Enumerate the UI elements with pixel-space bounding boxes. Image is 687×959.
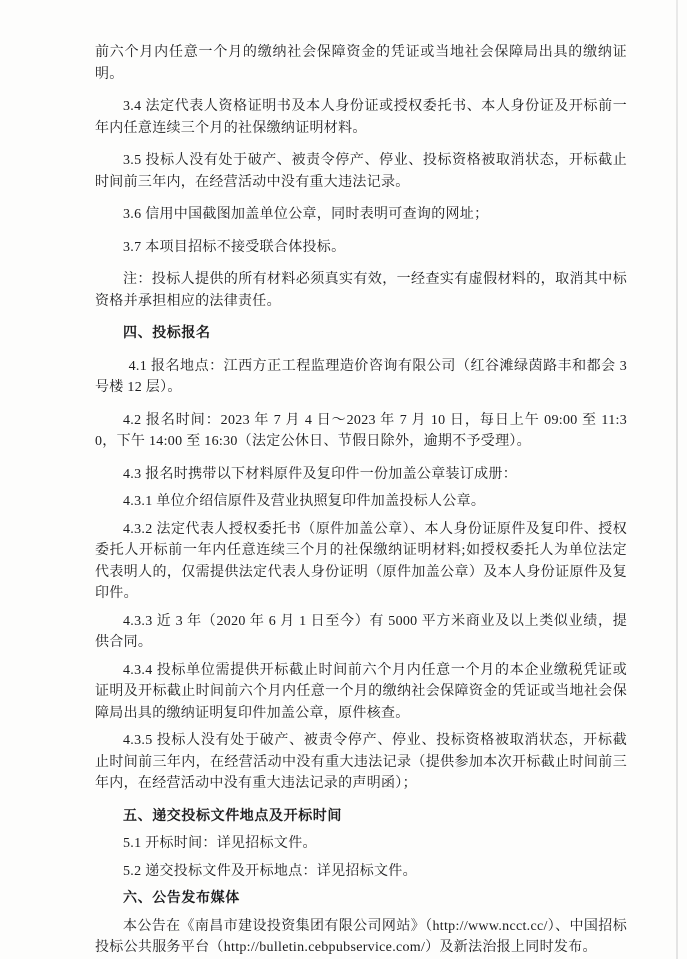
paragraph-3-5: 3.5 投标人没有处于破产、被责令停产、停业、投标资格被取消状态，开标截止时间前三年内，在经营活动中没有重大违法记录。 <box>95 153 627 190</box>
paragraph-5-2: 5.2 递交投标文件及开标地点：详见招标文件。 <box>123 863 417 879</box>
section-heading-6: 六、公告发布媒体 <box>123 891 240 906</box>
paragraph-3-4: 3.4 法定代表人资格证明书及本人身份证或授权委托书、本人身份证及开标前一年内任意连续三个月的社保缴纳证明材料。 <box>95 99 627 136</box>
paragraph-4-2: 4.2 报名时间：2023 年 7 月 4 日～2023 年 7 月 10 日，每日上午 09:00 至 11:30，下午 14:00 至 16:30（法定公休日、节假日除外，逾期不予受理）。 <box>95 412 627 449</box>
section-heading-5: 五、递交投标文件地点及开标时间 <box>123 808 342 824</box>
paragraph-3-7: 3.7 本项目招标不接受联合体投标。 <box>123 239 346 255</box>
paragraph-4-3: 4.3 报名时携带以下材料原件及复印件一份加盖公章装订成册： <box>123 466 517 482</box>
paragraph-5-1: 5.1 开标时间：详见招标文件。 <box>123 836 317 851</box>
paragraph-4-3-2: 4.3.2 法定代表人授权委托书（原件加盖公章）、本人身份证原件及复印件、授权委托人开标前一年内任意连续三个月的社保缴纳证明材料;如授权委托人为单位法定代表明人的，仅需提供法定代表人身份证明（原件加盖公章）及本人身份证原件及复印件。 <box>95 521 627 601</box>
scan-edge-artifact <box>676 0 678 959</box>
document-content <box>95 42 627 959</box>
paragraph-3-6: 3.6 信用中国截图加盖单位公章，同时表明可查询的网址； <box>123 207 489 222</box>
paragraph-note: 注：投标人提供的所有材料必须真实有效，一经查实有虚假材料的，取消其中标资格并承担相应的法律责任。 <box>95 272 627 309</box>
section-heading-4: 四、投标报名 <box>123 326 211 341</box>
paragraph-announcement-media: 本公告在《南昌市建设投资集团有限公司网站》（http://www.ncct.cc/）、中国招标投标公共服务平台（http://bulletin.cebpubservice.com/）及新法治报上同时发布。 <box>95 918 627 955</box>
paragraph-4-3-3: 4.3.3 近 3 年（2020 年 6 月 1 日至今）有 5000 平方米商业及以上类似业绩，提供合同。 <box>95 613 627 650</box>
paragraph-4-3-5: 4.3.5 投标人没有处于破产、被责令停产、停业、投标资格被取消状态，开标截止时间前三年内，在经营活动中没有重大违法记录（提供参加本次开标截止时间前三年内，在经营活动中没有重大违法记录的声明函）； <box>95 733 627 791</box>
paragraph-4-3-1: 4.3.1 单位介绍信原件及营业执照复印件加盖投标人公章。 <box>123 494 486 509</box>
paragraph-4-3-4: 4.3.4 投标单位需提供开标截止时间前六个月内任意一个月的本企业缴税凭证或证明及开标截止时间前六个月内任意一个月的缴纳社会保障资金的凭证或当地社会保障局出具的缴纳证明复印件加盖公章，原件核查。 <box>95 662 627 721</box>
paragraph-3x-continuation: 前六个月内任意一个月的缴纳社会保障资金的凭证或当地社会保障局出具的缴纳证明。 <box>95 45 627 82</box>
paragraph-4-1: 4.1 报名地点：江西方正工程监理造价咨询有限公司（红谷滩绿茵路丰和都会 3 号楼 12 层）。 <box>95 358 627 395</box>
